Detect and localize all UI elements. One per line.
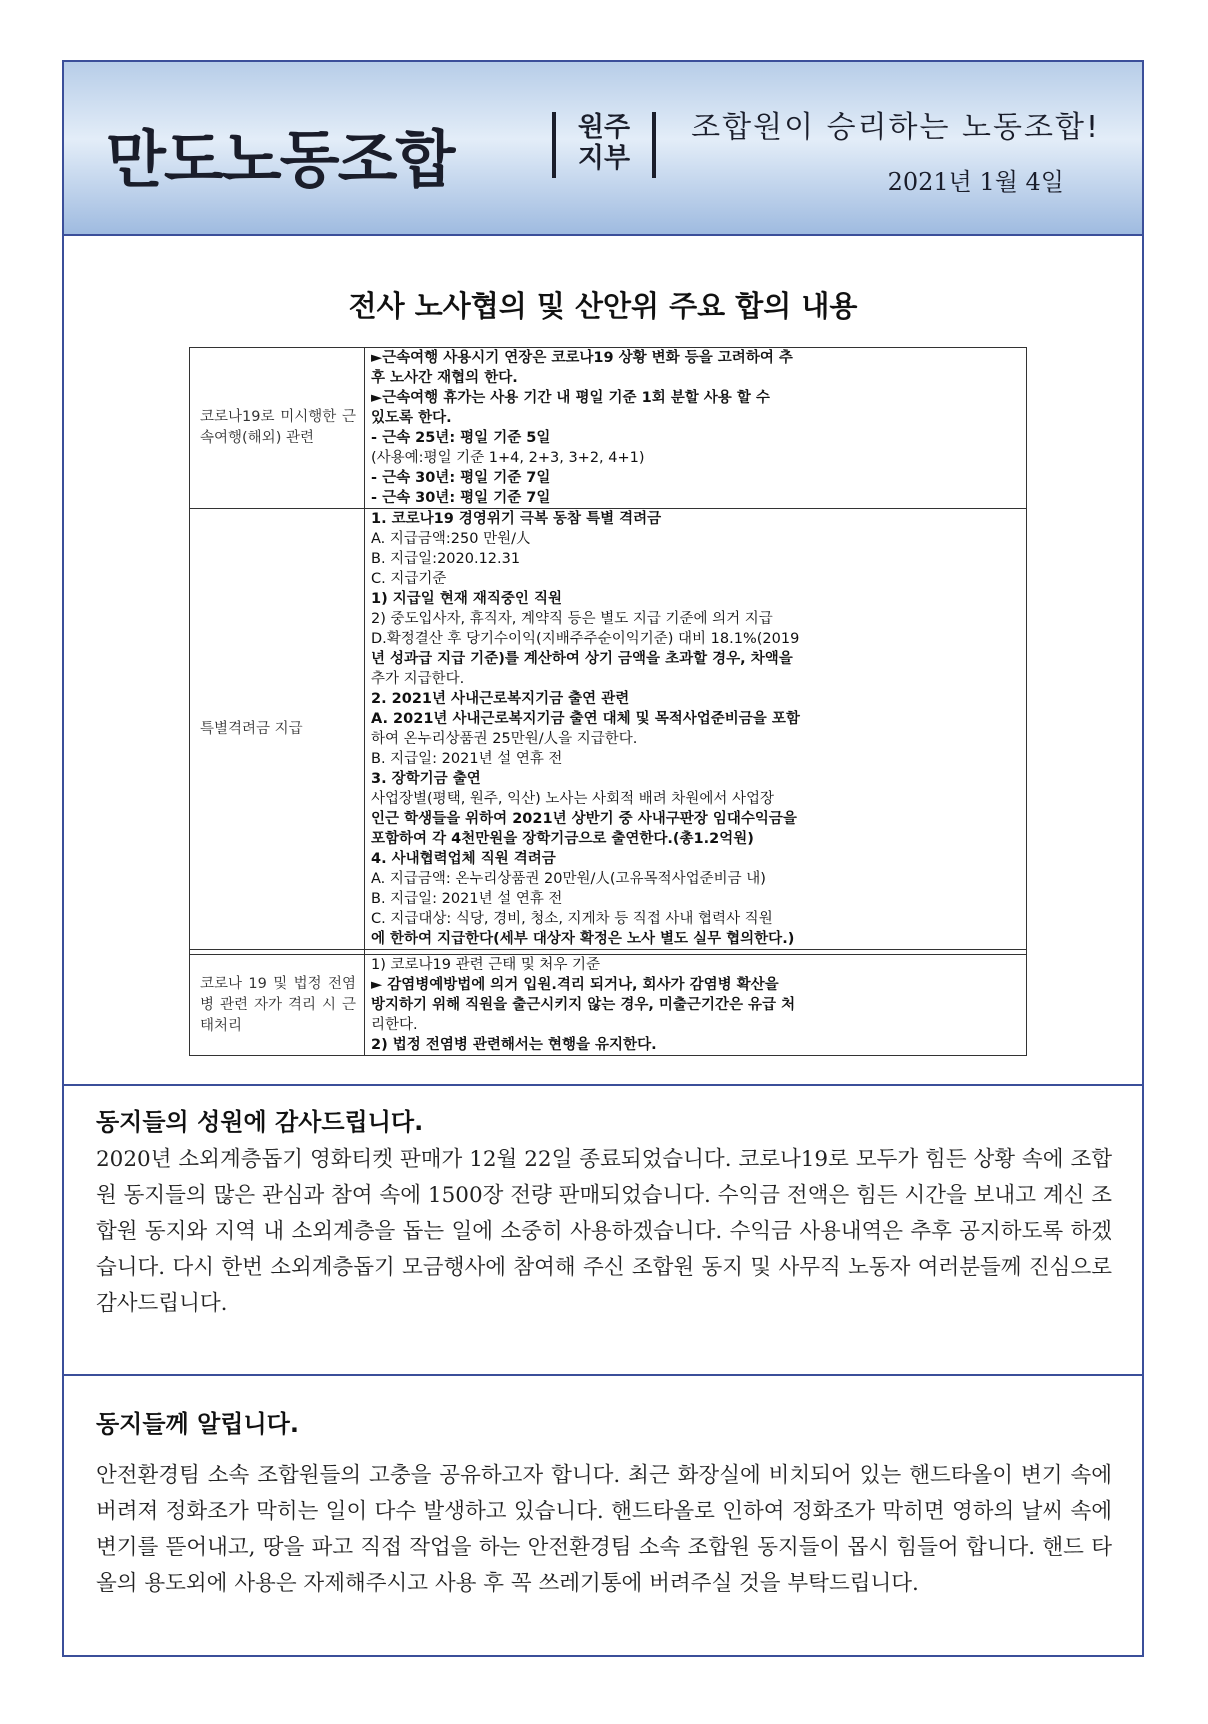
detail-line: A. 지급금액: 온누리상품권 20만원/人(고유목적사업준비금 내) xyxy=(371,871,766,887)
row-category: 코로나 19 및 법정 전염병 관련 자가 격리 시 근태처리 xyxy=(190,955,365,1056)
detail-line: 1) 지급일 현재 재직중인 직원 xyxy=(371,591,562,607)
detail-line: 1. 코로나19 경영위기 극복 동참 특별 격려금 xyxy=(371,511,662,527)
thanks-section xyxy=(64,1084,1142,1376)
agreement-table xyxy=(189,347,1027,1056)
detail-line: D.확정결산 후 당기수이익(지배주주순이익기준) 대비 18.1%(2019 xyxy=(371,631,800,647)
detail-line: 포함하여 각 4천만원을 장학기금으로 출연한다.(총1.2억원) xyxy=(371,831,754,847)
detail-line: - 근속 30년: 평일 기준 7일 xyxy=(371,490,551,506)
detail-line: 2) 중도입사자, 휴직자, 계약직 등은 별도 지급 기준에 의거 지급 xyxy=(371,611,773,627)
issue-date: 2021년 1월 4일 xyxy=(887,168,1064,196)
detail-line: 인근 학생들을 위하여 2021년 상반기 중 사내구판장 임대수익금을 xyxy=(371,811,797,827)
row-detail xyxy=(365,348,1027,509)
detail-line: ►근속여행 사용시기 연장은 코로나19 상황 변화 등을 고려하여 추 xyxy=(371,350,793,366)
detail-line: B. 지급일:2020.12.31 xyxy=(371,551,521,567)
detail-line: 2. 2021년 사내근로복지기금 출연 관련 xyxy=(371,691,630,707)
detail-line: 있도록 한다. xyxy=(371,410,452,426)
main-title: 전사 노사협의 및 산안위 주요 합의 내용 xyxy=(348,289,858,323)
detail-line: B. 지급일: 2021년 설 연휴 전 xyxy=(371,891,563,907)
detail-line: - 근속 30년: 평일 기준 7일 xyxy=(371,470,551,486)
detail-line: 1) 코로나19 관련 근태 및 처우 기준 xyxy=(371,957,601,973)
branch-line1: 원주 xyxy=(577,112,631,143)
detail-line: 리한다. xyxy=(371,1017,418,1033)
detail-line: ►근속여행 휴가는 사용 기간 내 평일 기준 1회 분할 사용 할 수 xyxy=(371,390,770,406)
detail-line: 사업장별(평택, 원주, 익산) 노사는 사회적 배려 차원에서 사업장 xyxy=(371,791,774,807)
detail-line: C. 지급기준 xyxy=(371,571,447,587)
detail-line: A. 지급금액:250 만원/人 xyxy=(371,531,531,547)
table-row xyxy=(190,509,1027,950)
section-body: 안전환경팀 소속 조합원들의 고충을 공유하고자 합니다. 최근 화장실에 비치되어 있는 핸드타올이 변기 속에 버려져 정화조가 막히는 일이 다수 발생하고 있습니다. 핸드타올로 인하여 정화조가 막히면 영하의 날씨 속에 변기를 뜯어내고, 땅을 파고 직접 작업을 하는 안전환경팀 소속 조합원 동지들이 몹시 힘들어 합니다. 핸드 타올의 용도외에 사용은 자제해주시고 사용 후 꼭 쓰레기통에 버려주실 것을 부탁드립니다. xyxy=(96,1463,1112,1596)
row-detail xyxy=(365,509,1027,950)
newsletter-frame xyxy=(62,60,1144,1657)
detail-line: B. 지급일: 2021년 설 연휴 전 xyxy=(371,751,563,767)
detail-line: 4. 사내협력업체 직원 격려금 xyxy=(371,851,556,867)
detail-line: 하여 온누리상품권 25만원/人을 지급한다. xyxy=(371,731,638,747)
detail-line: 3. 장학기금 출연 xyxy=(371,771,481,787)
union-name: 만도노동조합 xyxy=(106,123,454,196)
detail-line: 후 노사간 재협의 한다. xyxy=(371,370,518,386)
section-title: 동지들께 알립니다. xyxy=(96,1410,299,1438)
detail-line: 방지하기 위해 직원을 출근시키지 않는 경우, 미출근기간은 유급 처 xyxy=(371,997,796,1013)
section-title: 동지들의 성원에 감사드립니다. xyxy=(96,1108,424,1136)
detail-line: 추가 지급한다. xyxy=(371,671,465,687)
detail-line: 2) 법정 전염병 관련해서는 현행을 유지한다. xyxy=(371,1037,657,1053)
notice-section xyxy=(64,1374,1142,1659)
detail-line: C. 지급대상: 식당, 경비, 청소, 지게차 등 직접 사내 협력사 직원 xyxy=(371,911,773,927)
detail-line: ► 감염병예방법에 의거 입원.격리 되거나, 회사가 감염병 확산을 xyxy=(371,977,779,993)
detail-line: (사용예:평일 기준 1+4, 2+3, 3+2, 4+1) xyxy=(371,450,645,466)
detail-line: 에 한하여 지급한다(세부 대상자 확정은 노사 별도 실무 협의한다.) xyxy=(371,931,795,947)
branch-label xyxy=(552,112,656,178)
row-detail xyxy=(365,955,1027,1056)
slogan: 조합원이 승리하는 노동조합! xyxy=(691,110,1100,145)
masthead xyxy=(64,62,1142,236)
row-category: 코로나19로 미시행한 근속여행(해외) 관련 xyxy=(190,348,365,509)
branch-line2: 지부 xyxy=(577,143,631,174)
table-row xyxy=(190,955,1027,1056)
detail-line: - 근속 25년: 평일 기준 5일 xyxy=(371,430,551,446)
detail-line: A. 2021년 사내근로복지기금 출연 대체 및 목적사업준비금을 포함 xyxy=(371,711,800,727)
detail-line: 년 성과급 지급 기준)를 계산하여 상기 금액을 초과할 경우, 차액을 xyxy=(371,651,793,667)
section-body: 2020년 소외계층돕기 영화티켓 판매가 12월 22일 종료되었습니다. 코로나19로 모두가 힘든 상황 속에 조합원 동지들의 많은 관심과 참여 속에 1500장 전량 판매되었습니다. 수익금 전액은 힘든 시간을 보내고 계신 조합원 동지와 지역 내 소외계층을 돕는 일에 소중히 사용하겠습니다. 수익금 사용내역은 추후 공지하도록 하겠습니다. 다시 한번 소외계층돕기 모금행사에 참여해 주신 조합원 동지 및 사무직 노동자 여러분들께 진심으로 감사드립니다. xyxy=(96,1147,1112,1316)
table-row xyxy=(190,348,1027,509)
row-category: 특별격려금 지급 xyxy=(190,509,365,950)
